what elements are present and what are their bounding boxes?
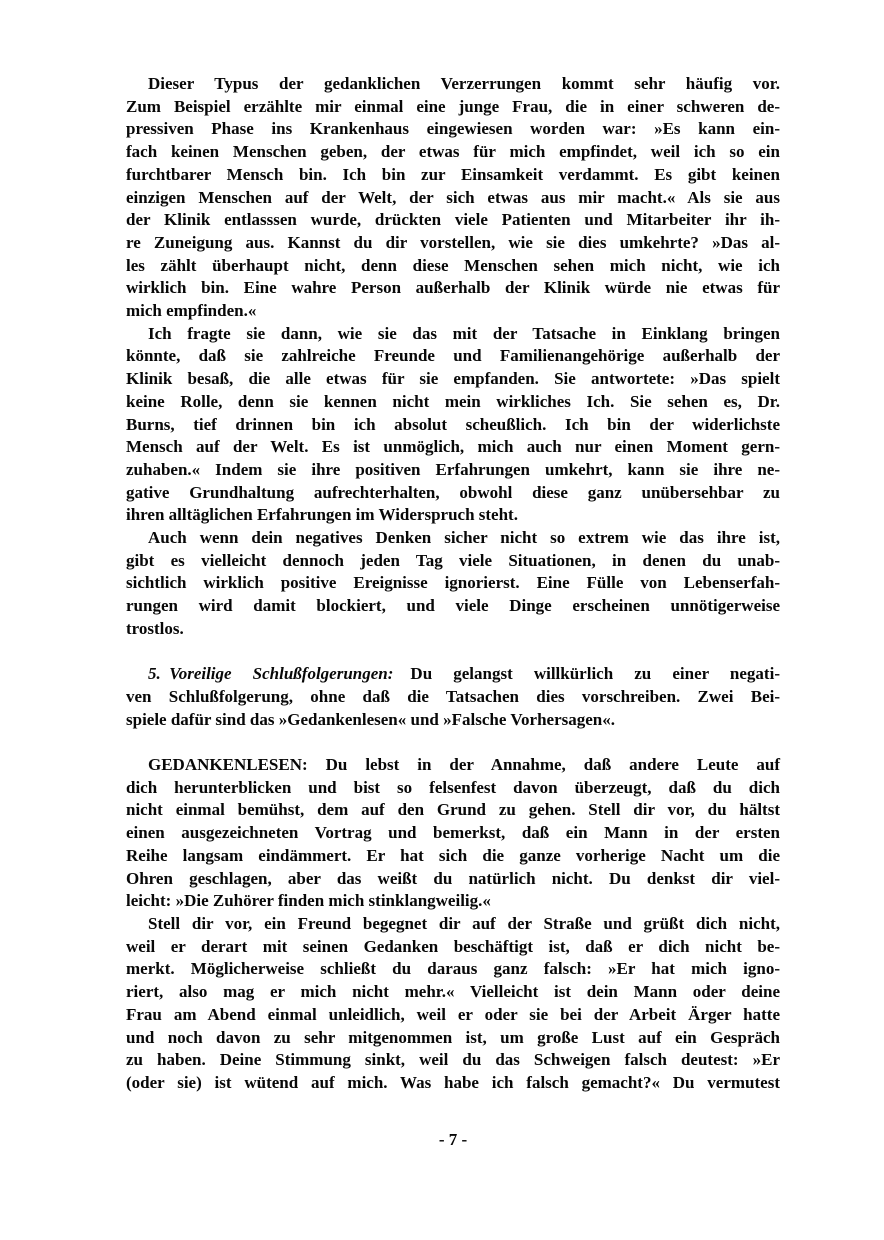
text-line: einen ausgezeichneten Vortrag und bemerkst, daß ein Mann in der ersten — [126, 823, 780, 843]
text-line: Mensch auf der Welt. Es ist unmöglich, mich auch nur einen Moment gern- — [126, 437, 780, 457]
text-line: der Klinik entlasssen wurde, drückten viele Patienten und Mitarbeiter ihr ih- — [126, 210, 780, 230]
paragraph-2 — [126, 323, 780, 527]
text-line: Burns, tief drinnen bin ich absolut scheußlich. Ich bin der widerlichste — [126, 414, 780, 434]
text-line: GEDANKENLESEN: Du lebst in der Annahme, daß andere Leute auf — [148, 755, 780, 775]
paragraph-5 — [126, 754, 780, 913]
text-line: Stell dir vor, ein Freund begegnet dir auf der Straße und grüßt dich nicht, — [148, 913, 780, 933]
text-line: ven Schlußfolgerung, ohne daß die Tatsachen dies vorschreiben. Zwei Bei- — [126, 686, 780, 706]
heading-italic-segment: 5. — [148, 664, 170, 684]
text-line: les zählt überhaupt nicht, denn diese Menschen sehen mich nicht, wie ich — [126, 255, 780, 275]
text-line: gative Grundhaltung aufrechterhalten, obwohl diese ganz unübersehbar zu — [126, 482, 780, 502]
page-footer — [126, 1129, 780, 1152]
text-line: sichtlich wirklich positive Ereignisse ignorierst. Eine Fülle von Lebenserfah- — [126, 573, 780, 593]
text-line: zu haben. Deine Stimmung sinkt, weil du das Schweigen falsch deutest: »Er — [126, 1050, 780, 1070]
paragraph-3 — [126, 527, 780, 641]
text-line: Reihe langsam eindämmert. Er hat sich die ganze vorherige Nacht um die — [126, 845, 780, 865]
text-line: könnte, daß sie zahlreiche Freunde und Familienangehörige außerhalb der — [126, 346, 780, 366]
heading-italic-segment: Voreilige Schlußfolgerungen: — [169, 664, 394, 684]
text-line: spiele dafür sind das »Gedankenlesen« und »Falsche Vorhersagen«. — [126, 709, 615, 729]
text-line: Ich fragte sie dann, wie sie das mit der Tatsache in Einklang bringen — [148, 323, 780, 343]
text-line: merkt. Möglicherweise schließt du daraus ganz falsch: »Er hat mich igno- — [126, 959, 780, 979]
text-line: Zum Beispiel erzählte mir einmal eine junge Frau, die in einer schweren de- — [126, 96, 780, 116]
text-line: furchtbarer Mensch bin. Ich bin zur Einsamkeit verdammt. Es gibt keinen — [126, 164, 780, 184]
text-line: Frau am Abend einmal unleidlich, weil er oder sie bei der Arbeit Ärger hatte — [126, 1004, 780, 1024]
text-line: trostlos. — [126, 618, 184, 638]
text-line: rungen wird damit blockiert, und viele Dinge erscheinen unnötigerweise — [126, 596, 780, 616]
text-line: gibt es vielleicht dennoch jeden Tag viele Situationen, in denen du unab- — [126, 550, 780, 570]
text-line: keine Rolle, denn sie kennen nicht mein wirkliches Ich. Sie sehen es, Dr. — [126, 391, 780, 411]
text-line: leicht: »Die Zuhörer finden mich stinklangweilig.« — [126, 891, 491, 911]
text-line — [126, 663, 780, 686]
text-line: Dieser Typus der gedanklichen Verzerrungen kommt sehr häufig vor. — [148, 74, 780, 93]
text-line: ihren alltäglichen Erfahrungen im Widerspruch steht. — [126, 505, 518, 525]
text-line: nicht einmal bemühst, dem auf den Grund zu gehen. Stell dir vor, du hältst — [126, 800, 780, 820]
paragraph-4 — [126, 663, 780, 731]
paragraph-6 — [126, 913, 780, 1095]
page-text-block — [126, 73, 780, 1095]
text-line: Klinik besaß, die alle etwas für sie empfanden. Sie antwortete: »Das spielt — [126, 369, 780, 389]
text-line: fach keinen Menschen geben, der etwas für mich empfindet, weil ich so ein — [126, 142, 780, 162]
text-line: zuhaben.« Indem sie ihre positiven Erfahrungen umkehrt, kann sie ihre ne- — [126, 459, 780, 479]
text-line: einzigen Menschen auf der Welt, der sich etwas aus mir macht.« Als sie aus — [126, 187, 780, 207]
text-line: re Zuneigung aus. Kannst du dir vorstellen, wie sie dies umkehrte? »Das al- — [126, 232, 780, 252]
text-line: (oder sie) ist wütend auf mich. Was habe ich falsch gemacht?« Du vermutest — [126, 1072, 780, 1092]
text-line: weil er derart mit seinen Gedanken beschäftigt ist, daß er dich nicht be- — [126, 936, 780, 956]
paragraph-1 — [126, 73, 780, 323]
text-line: Ohren geschlagen, aber das weißt du natürlich nicht. Du denkst dir viel- — [126, 868, 780, 888]
text-line: riert, also mag er mich nicht mehr.« Vielleicht ist dein Mann oder deine — [126, 982, 780, 1002]
page-number: - 7 - — [438, 1130, 468, 1149]
text-segment: Du gelangst willkürlich zu einer negati- — [393, 664, 780, 684]
text-line: mich empfinden.« — [126, 301, 257, 321]
text-line: wirklich bin. Eine wahre Person außerhalb der Klinik würde nie etwas für — [126, 278, 780, 298]
text-line: pressiven Phase ins Krankenhaus eingewiesen worden war: »Es kann ein- — [126, 119, 780, 139]
text-line: Auch wenn dein negatives Denken sicher nicht so extrem wie das ihre ist, — [148, 528, 780, 548]
text-line: dich herunterblicken und bist so felsenfest davon überzeugt, daß du dich — [126, 777, 780, 797]
text-line: und noch davon zu sehr mitgenommen ist, um große Lust auf ein Gespräch — [126, 1027, 780, 1047]
